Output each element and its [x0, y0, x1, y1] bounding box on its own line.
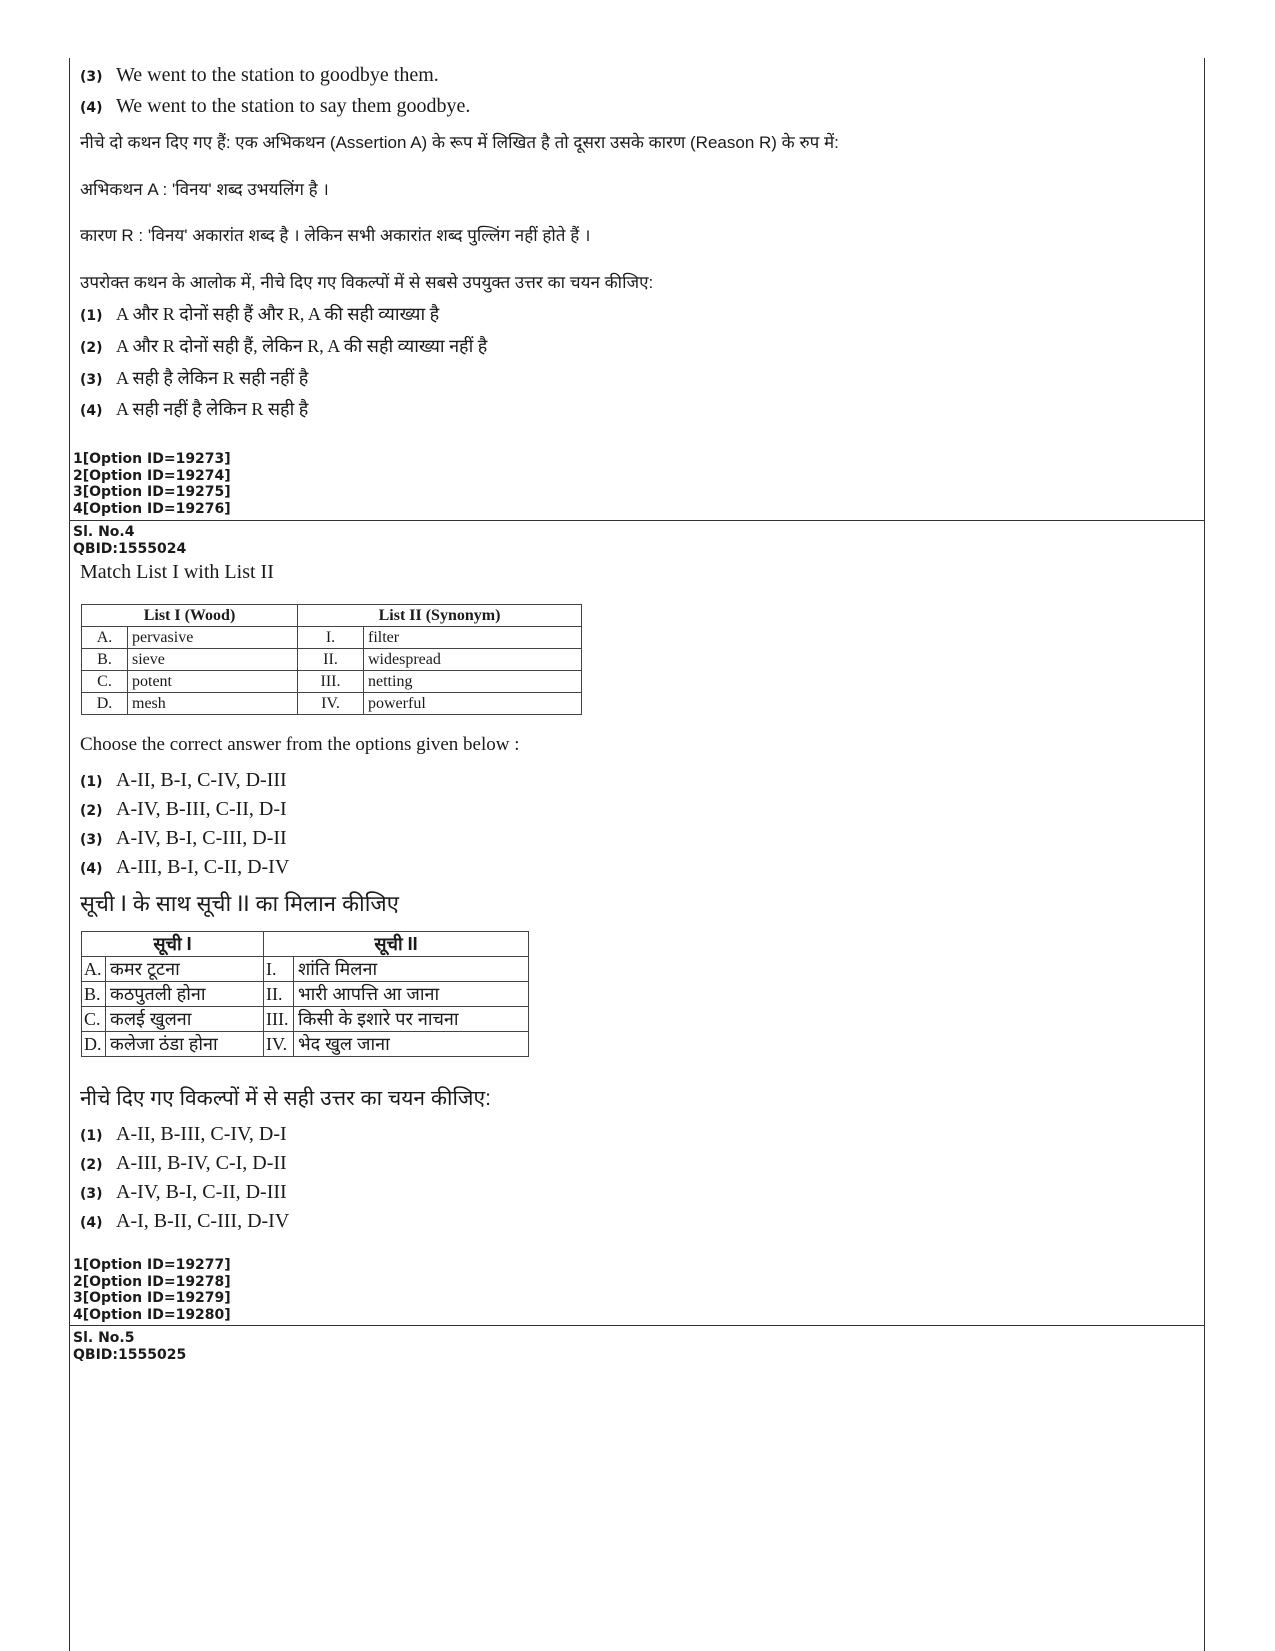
q3-option-1: (1) A और R दोनों सही हैं और R, A की सही व्याख्या है — [80, 304, 440, 324]
q3-option-4: (4) A सही नहीं है लेकिन R सही है — [80, 399, 309, 419]
option-id: 4[Option ID=19276] — [73, 500, 231, 517]
page-frame — [69, 58, 1205, 1651]
q4-option-hi-4: (4) A-I, B-II, C-III, D-IV — [80, 1210, 290, 1232]
option-id: 1[Option ID=19277] — [73, 1257, 231, 1273]
q4-table-hi — [81, 931, 529, 1057]
q4-option-hi-3: (3) A-IV, B-I, C-II, D-III — [80, 1181, 287, 1203]
q3-option-3: (3) A सही है लेकिन R सही नहीं है — [80, 368, 309, 388]
table-header: List II (Synonym) — [298, 605, 582, 627]
table-row: D. mesh IV. powerful — [82, 693, 582, 715]
q3-assertion: अभिकथन A : 'विनय' शब्द उभयलिंग है । — [80, 180, 329, 199]
question-divider — [70, 1325, 1205, 1326]
table-header: सूची I — [82, 932, 264, 957]
table-row: B. sieve II. widespread — [82, 649, 582, 671]
option-id: 1[Option ID=19273] — [73, 451, 231, 467]
q4-option-en-4: (4) A-III, B-I, C-II, D-IV — [80, 856, 290, 878]
table-row: C. कलई खुलना III. किसी के इशारे पर नाचना — [82, 1007, 529, 1032]
q4-option-en-1: (1) A-II, B-I, C-IV, D-III — [80, 769, 287, 791]
q3-instruction: नीचे दो कथन दिए गए हैं: एक अभिकथन (Assertion A) के रूप में लिखित है तो दूसरा उसके कारण (Reason R) के रुप में: — [80, 133, 839, 152]
question-divider — [70, 520, 1205, 521]
q5-header — [73, 1330, 186, 1363]
q4-option-en-3: (3) A-IV, B-I, C-III, D-II — [80, 827, 287, 849]
option-id: 2[Option ID=19274] — [73, 467, 231, 484]
sl-no: Sl. No.5 — [73, 1330, 135, 1346]
q4-option-hi-2: (2) A-III, B-IV, C-I, D-II — [80, 1152, 287, 1174]
q4-option-hi-1: (1) A-II, B-III, C-IV, D-I — [80, 1123, 287, 1145]
q3-option-en-4: (4) We went to the station to say them goodbye. — [80, 95, 471, 117]
q3-option-2: (2) A और R दोनों सही हैं, लेकिन R, A की सही व्याख्या नहीं है — [80, 336, 488, 356]
q4-header — [73, 524, 186, 557]
option-id: 3[Option ID=19275] — [73, 484, 231, 500]
table-row: A. pervasive I. filter — [82, 627, 582, 649]
q4-title-en: Match List I with List II — [80, 561, 274, 583]
option-id: 4[Option ID=19280] — [73, 1306, 231, 1323]
table-header: List I (Wood) — [82, 605, 298, 627]
qbid: QBID:1555025 — [73, 1346, 187, 1363]
q4-title-hi: सूची I के साथ सूची II का मिलान कीजिए — [80, 891, 399, 916]
sl-no: Sl. No.4 — [73, 524, 135, 540]
table-row: C. potent III. netting — [82, 671, 582, 693]
qbid: QBID:1555024 — [73, 540, 187, 557]
option-id: 3[Option ID=19279] — [73, 1290, 231, 1306]
table-header: सूची II — [264, 932, 529, 957]
q4-table-en — [81, 604, 582, 715]
q4-choose-hi: नीचे दिए गए विकल्पों में से सही उत्तर का चयन कीजिए: — [80, 1087, 491, 1110]
q3-prompt: उपरोक्त कथन के आलोक में, नीचे दिए गए विकल्पों में से सबसे उपयुक्त उत्तर का चयन कीजिए: — [80, 273, 654, 292]
option-id: 2[Option ID=19278] — [73, 1273, 231, 1290]
q4-option-en-2: (2) A-IV, B-III, C-II, D-I — [80, 798, 287, 820]
q4-option-ids — [73, 1257, 231, 1323]
table-row: D. कलेजा ठंडा होना IV. भेद खुल जाना — [82, 1032, 529, 1057]
q3-reason: कारण R : 'विनय' अकारांत शब्द है । लेकिन सभी अकारांत शब्द पुल्लिंग नहीं होते हैं । — [80, 226, 591, 245]
q3-option-en-3: (3) We went to the station to goodbye them. — [80, 64, 439, 86]
q4-choose-en: Choose the correct answer from the options given below : — [80, 734, 520, 755]
q3-option-ids — [73, 451, 231, 517]
table-row: B. कठपुतली होना II. भारी आपत्ति आ जाना — [82, 982, 529, 1007]
table-row: A. कमर टूटना I. शांति मिलना — [82, 957, 529, 982]
